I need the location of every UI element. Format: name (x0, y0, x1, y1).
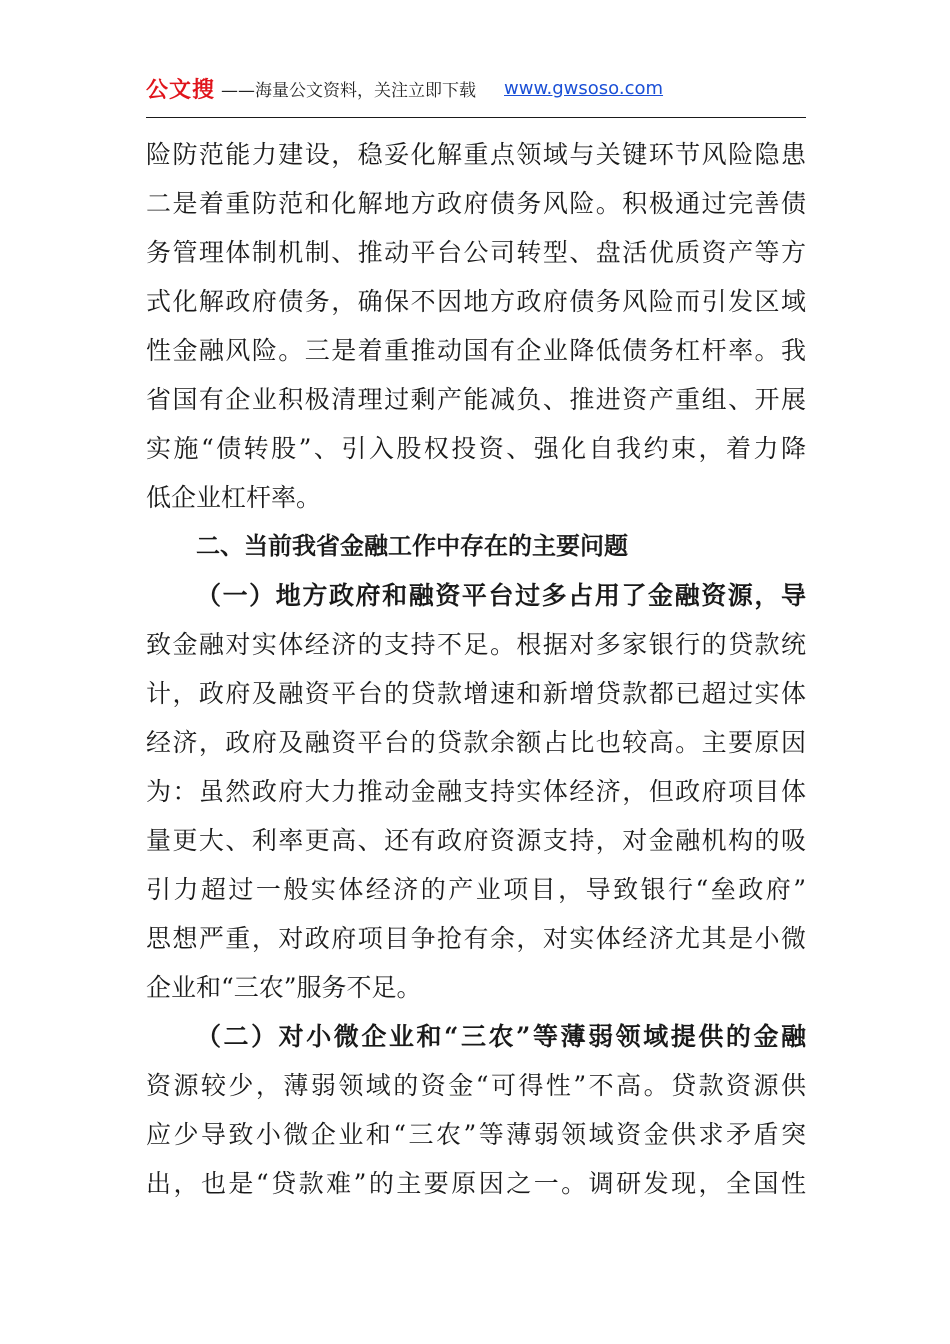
paragraph-line: 出，也是“贷款难”的主要原因之一。调研发现，全国性 (146, 1169, 806, 1198)
paragraph-line: 量更大、利率更高、还有政府资源支持，对金融机构的吸 (146, 826, 806, 855)
paragraph-line: 计，政府及融资平台的贷款增速和新增贷款都已超过实体 (146, 679, 806, 708)
paragraph-line: 险防范能力建设，稳妥化解重点领域与关键环节风险隐患 (146, 140, 806, 169)
subsection-heading-line: （一）地方政府和融资平台过多占用了金融资源，导 (196, 581, 806, 610)
paragraph-line: 性金融风险。三是着重推动国有企业降低债务杠杆率。我 (146, 336, 806, 365)
paragraph-line: 低企业杠杆率。 (146, 483, 322, 512)
paragraph-line: 应少导致小微企业和“三农”等薄弱领域资金供求矛盾突 (146, 1120, 806, 1149)
paragraph-line: 资源较少，薄弱领域的资金“可得性”不高。贷款资源供 (146, 1071, 806, 1100)
section-heading: 二、当前我省金融工作中存在的主要问题 (196, 532, 628, 560)
paragraph-line: 式化解政府债务，确保不因地方政府债务风险而引发区域 (146, 287, 806, 316)
paragraph-line: 为：虽然政府大力推动金融支持实体经济，但政府项目体 (146, 777, 806, 806)
paragraph-line: 致金融对实体经济的支持不足。根据对多家银行的贷款统 (146, 630, 806, 659)
paragraph-line: 企业和“三农”服务不足。 (146, 973, 422, 1002)
header-url-link[interactable]: www.gwsoso.com (504, 77, 664, 99)
paragraph-line: 经济，政府及融资平台的贷款余额占比也较高。主要原因 (146, 728, 806, 757)
paragraph-line: 务管理体制机制、推动平台公司转型、盘活优质资产等方 (146, 238, 806, 267)
document-header (146, 70, 806, 106)
document-body (146, 130, 806, 1208)
paragraph-line: 省国有企业积极清理过剩产能减负、推进资产重组、开展 (146, 385, 806, 414)
paragraph-line: 思想严重，对政府项目争抢有余，对实体经济尤其是小微 (146, 924, 806, 953)
subsection-heading-line: （二）对小微企业和“三农”等薄弱领域提供的金融 (196, 1022, 806, 1051)
paragraph-line: 实施“债转股”、引入股权投资、强化自我约束，着力降 (146, 434, 806, 463)
brand-logo-text: 公文搜 (146, 77, 216, 103)
paragraph-line: 二是着重防范和化解地方政府债务风险。积极通过完善债 (146, 189, 806, 218)
paragraph-line: 引力超过一般实体经济的产业项目，导致银行“垒政府” (146, 875, 806, 904)
header-divider (146, 117, 806, 118)
header-slogan: ——海量公文资料，关注立即下载 (221, 80, 477, 101)
